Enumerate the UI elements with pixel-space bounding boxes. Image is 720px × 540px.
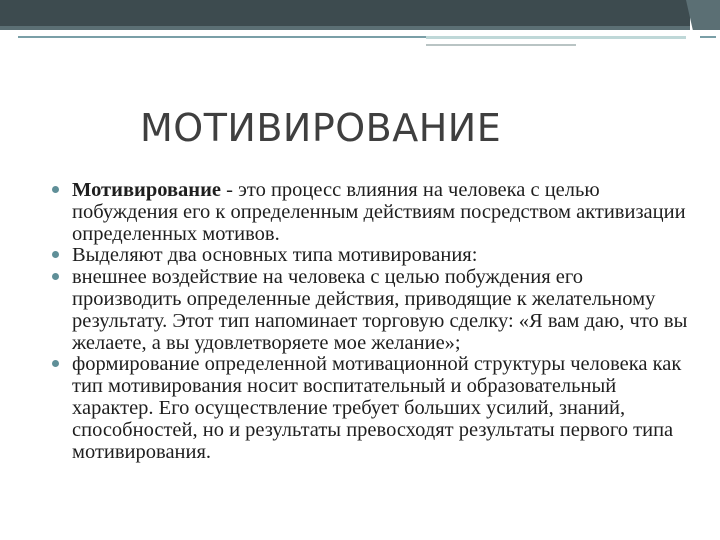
bullet-item: [44, 245, 694, 267]
bullet-dot-icon: [52, 360, 59, 367]
bullet-dot-icon: [52, 251, 59, 258]
bullet-item: [44, 267, 694, 354]
accent-rule-left: [18, 36, 426, 38]
bullet-term: Мотивирование: [72, 179, 222, 201]
header-band: [0, 0, 690, 30]
bullet-list: [44, 180, 694, 463]
bullet-item: [44, 180, 694, 245]
bullet-text: - это процесс влияния на человека с целью побуждения его к определенным действиям посредством активизации определенных мотивов.: [72, 179, 686, 245]
bullet-item: [44, 354, 694, 463]
bullet-text: формирование определенной мотивационной структуры человека как тип мотивирования носит воспитательный и образовательный характер. Его осуществление требует больших усилий, знаний, способностей, но и результаты превосходят результаты первого типа мотивирования.: [72, 353, 682, 463]
accent-rule-short: [426, 44, 576, 46]
header-band-corner: [686, 0, 720, 30]
bullet-dot-icon: [52, 273, 59, 280]
accent-rule-corner: [700, 36, 716, 38]
accent-rule-right: [426, 36, 686, 39]
bullet-dot-icon: [52, 186, 59, 193]
bullet-text: Выделяют два основных типа мотивирования:: [72, 244, 478, 267]
slide-title: МОТИВИРОВАНИЕ: [140, 106, 502, 150]
bullet-text: внешнее воздействие на человека с целью побуждения его производить определенные действия, приводящие к желательному результату. Этот тип напоминает торговую сделку: «Я вам даю, что вы желаете, а вы удовлетворяете мое желание»;: [72, 266, 688, 354]
